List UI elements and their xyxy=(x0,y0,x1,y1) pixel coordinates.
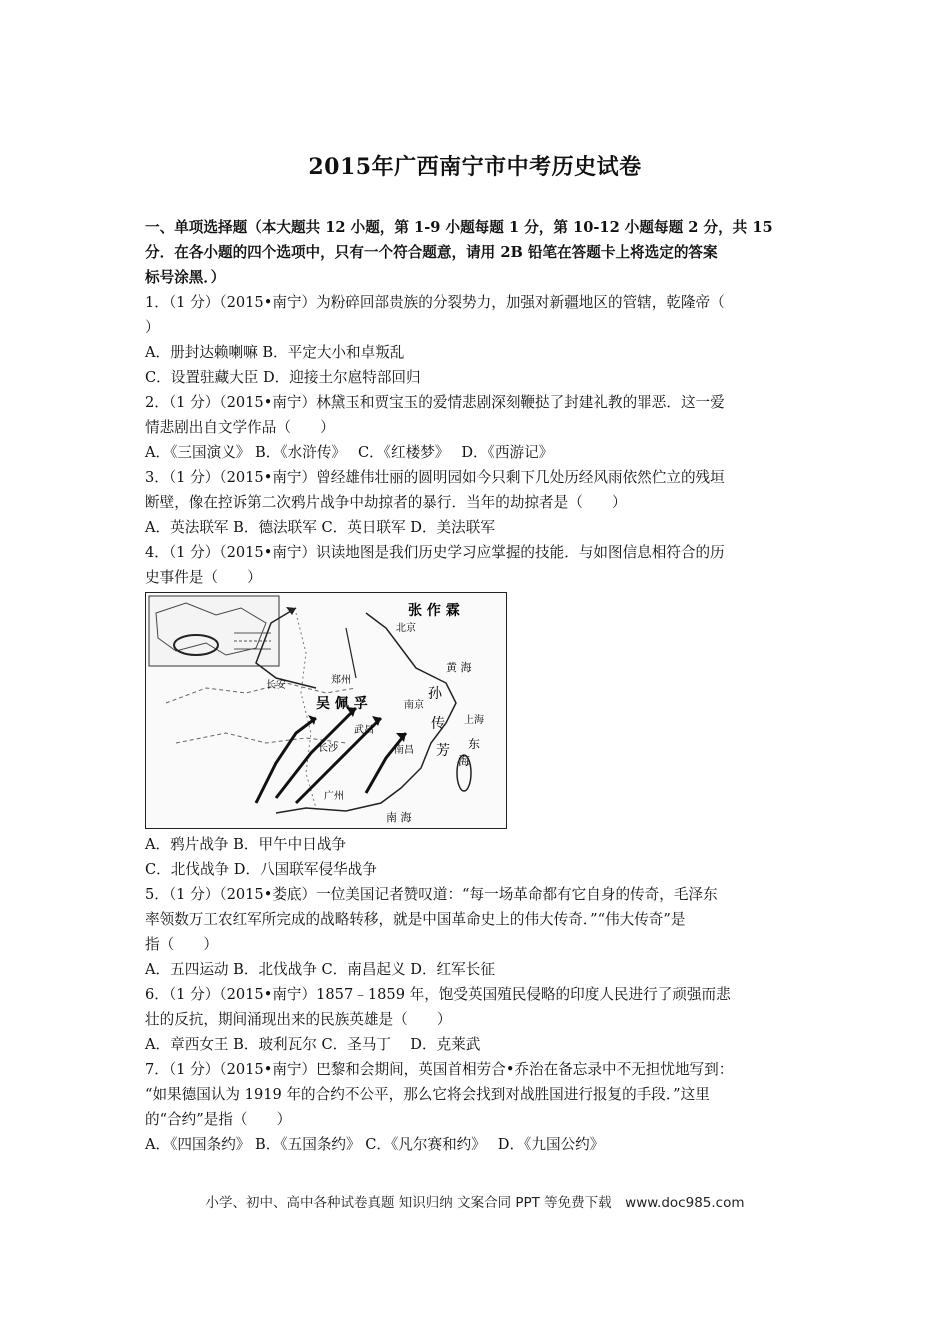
label-shanghai: 上海 xyxy=(464,715,484,726)
question-option: A．册封达赖喇嘛 B．平定大小和卓叛乱 xyxy=(145,344,405,361)
map-drawing xyxy=(146,593,506,828)
question-2 xyxy=(145,390,810,465)
question-stem: ） xyxy=(145,319,160,336)
question-option: A．英法联军 B．德法联军 C．英日联军 D．美法联军 xyxy=(145,519,495,536)
question-6 xyxy=(145,982,810,1057)
question-stem: 断壁，像在控诉第二次鸦片战争中劫掠者的暴行．当年的劫掠者是（ ） xyxy=(145,494,627,511)
section-line: 一、单项选择题（本大题共 12 小题，第 1-9 小题每题 1 分，第 10-12 小题每题 2 分，共 15 xyxy=(145,219,773,236)
label-chuan: 传 xyxy=(431,716,445,732)
label-dong: 东 xyxy=(468,737,481,751)
label-nanchang: 南昌 xyxy=(394,745,414,756)
label-xian: 长安 xyxy=(266,680,286,691)
section-heading xyxy=(145,215,810,290)
question-stem: 1．（1 分）（2015•南宁）为粉碎回部贵族的分裂势力，加强对新疆地区的管辖，乾隆帝（ xyxy=(145,294,725,311)
northern-expedition-map xyxy=(145,592,507,829)
question-stem: 4．（1 分）（2015•南宁）识读地图是我们历史学习应掌握的技能．与如图信息相符合的历 xyxy=(145,544,725,561)
question-stem: 率领数万工农红军所完成的战略转移，就是中国革命史上的伟大传奇．”“伟大传奇”是 xyxy=(145,911,686,928)
question-4 xyxy=(145,540,810,882)
label-beijing: 北京 xyxy=(396,623,416,634)
exam-content xyxy=(145,215,810,1157)
question-1 xyxy=(145,290,810,390)
page-footer: 小学、初中、高中各种试卷真题 知识归纳 文案合同 PPT 等免费下载 www.doc985.com xyxy=(205,1195,745,1211)
question-stem: 史事件是（ ） xyxy=(145,569,262,586)
question-option: A．鸦片战争 B．甲午中日战争 xyxy=(145,836,347,853)
label-fang: 芳 xyxy=(436,743,450,759)
question-stem: 2．（1 分）（2015•南宁）林黛玉和贾宝玉的爱情悲剧深刻鞭挞了封建礼教的罪恶．这一爱 xyxy=(145,394,725,411)
question-stem: 6．（1 分）（2015•南宁）1857﹣1859 年，饱受英国殖民侵略的印度人民进行了顽强而悲 xyxy=(145,986,731,1003)
question-5 xyxy=(145,882,810,982)
label-changsha: 长沙 xyxy=(318,743,338,754)
label-huanghai: 黄 海 xyxy=(446,661,472,674)
label-sun: 孙 xyxy=(428,686,442,702)
question-stem: 5．（1 分）（2015•娄底）一位美国记者赞叹道：“每一场革命都有它自身的传奇，毛泽东 xyxy=(145,886,718,903)
label-wuchang: 武昌 xyxy=(354,725,374,736)
question-stem: 的“合约”是指（ ） xyxy=(145,1111,292,1128)
label-guangzhou: 广州 xyxy=(324,791,344,802)
question-option: C．北伐战争 D．八国联军侵华战争 xyxy=(145,861,377,878)
section-line: 分．在各小题的四个选项中，只有一个符合题意，请用 2B 铅笔在答题卡上将选定的答案 xyxy=(145,244,718,261)
label-nanjing: 南京 xyxy=(404,700,424,711)
question-stem: 指（ ） xyxy=(145,936,218,953)
question-option: A．章西女王 B．玻利瓦尔 C．圣马丁 D．克莱武 xyxy=(145,1036,481,1053)
question-option: A．五四运动 B．北伐战争 C．南昌起义 D．红军长征 xyxy=(145,961,495,978)
label-nanhai: 南 海 xyxy=(386,811,412,824)
section-line: 标号涂黑．） xyxy=(145,269,226,286)
label-zhang-zuolin: 张 作 霖 xyxy=(408,603,460,619)
label-zhengzhou: 郑州 xyxy=(331,675,351,686)
label-wu-peifu: 吴 佩 孚 xyxy=(316,696,368,712)
question-option: A．《四国条约》 B．《五国条约》 C．《凡尔赛和约》 D．《九国公约》 xyxy=(145,1136,605,1153)
question-7 xyxy=(145,1057,810,1157)
question-stem: 3．（1 分）（2015•南宁）曾经雄伟壮丽的圆明园如今只剩下几处历经风雨依然伫立的残垣 xyxy=(145,469,725,486)
label-hai: 海 xyxy=(458,754,471,768)
question-option: C．设置驻藏大臣 D．迎接土尔扈特部回归 xyxy=(145,369,421,386)
question-stem: “如果德国认为 1919 年的合约不公平，那么它将会找到对战胜国进行报复的手段．”这里 xyxy=(145,1086,710,1103)
question-stem: 壮的反抗，期间涌现出来的民族英雄是（ ） xyxy=(145,1011,452,1028)
question-option: A．《三国演义》 B．《水浒传》 C．《红楼梦》 D．《西游记》 xyxy=(145,444,554,461)
page-title: 2015年广西南宁市中考历史试卷 xyxy=(308,154,642,180)
question-stem: 7．（1 分）（2015•南宁）巴黎和会期间，英国首相劳合•乔治在备忘录中不无担忧地写到： xyxy=(145,1061,734,1078)
question-3 xyxy=(145,465,810,540)
question-stem: 情悲剧出自文学作品（ ） xyxy=(145,419,335,436)
